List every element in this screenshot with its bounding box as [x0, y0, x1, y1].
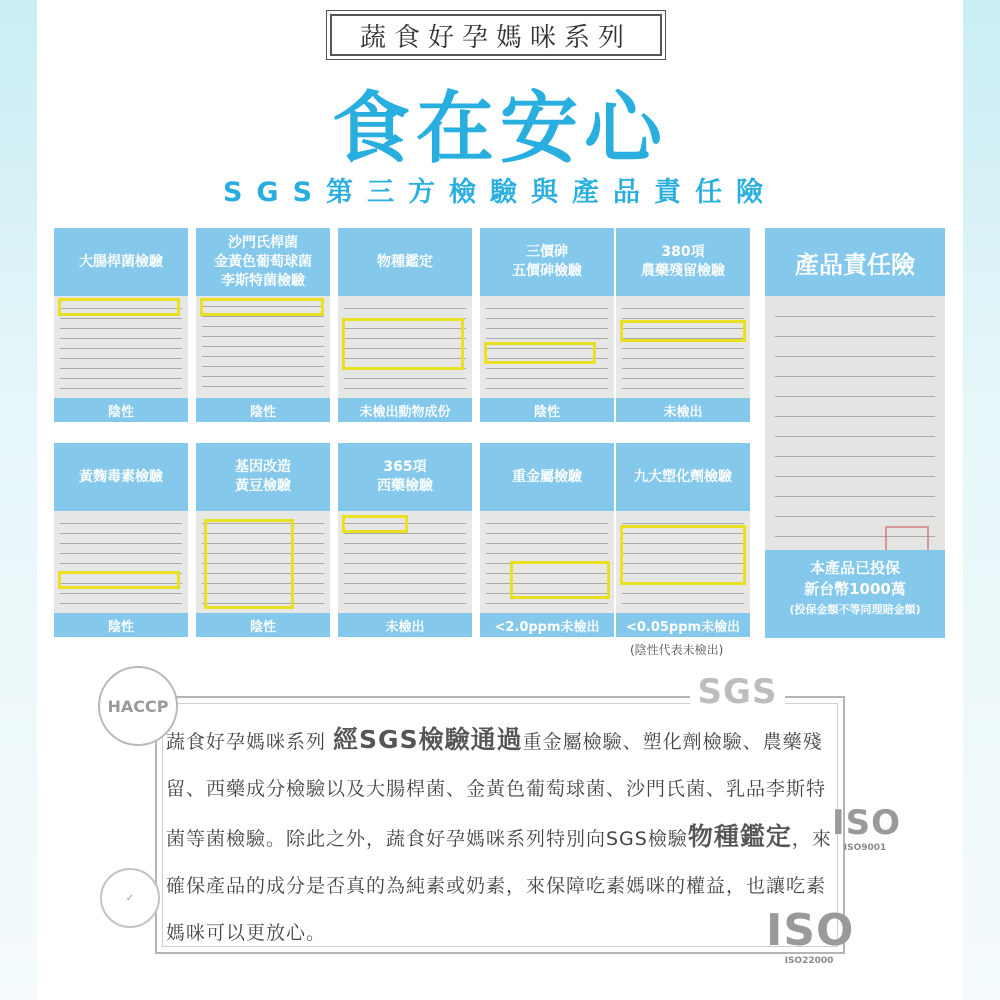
- report-image: [480, 511, 614, 615]
- iso9001-code: ISO9001: [843, 843, 887, 853]
- card-result: 陰性: [54, 613, 188, 637]
- report-image: [616, 296, 750, 400]
- desc-part-2: 重金屬檢驗、塑化劑檢驗、農藥殘留、西藥成分檢驗以及大腸桿菌、金黃色葡萄球菌、沙門氏菌、乳品李斯特菌等菌檢驗。除此之外，蔬食好孕媽咪系列特別向SGS檢驗: [166, 731, 827, 850]
- card-title: 黃麴毒素檢驗: [54, 443, 188, 511]
- card-result: <2.0ppm未檢出: [480, 613, 614, 637]
- report-image: [616, 511, 750, 615]
- insurance-line3: (投保金額不等同理賠金額): [789, 603, 921, 616]
- report-image: [196, 511, 330, 615]
- card-title: 大腸桿菌檢驗: [54, 228, 188, 296]
- card-title: 沙門氏桿菌 金黃色葡萄球菌 李斯特菌檢驗: [196, 228, 330, 296]
- card-result: 未檢出: [616, 398, 750, 422]
- test-card: [480, 443, 614, 637]
- test-card: [616, 443, 750, 637]
- description-text: [166, 716, 836, 957]
- card-result: 陰性: [196, 398, 330, 422]
- test-card: [196, 228, 330, 422]
- desc-emphasis-1: 經SGS檢驗通過: [333, 725, 523, 754]
- test-card: [54, 228, 188, 422]
- card-title: 九大塑化劑檢驗: [616, 443, 750, 511]
- insurance-notice: [765, 550, 945, 638]
- card-result: <0.05ppm未檢出: [616, 613, 750, 637]
- report-image: [338, 511, 472, 615]
- safety-seal-icon: ✓: [100, 868, 160, 928]
- card-result: 陰性: [196, 613, 330, 637]
- card-title: 物種鑑定: [338, 228, 472, 296]
- test-card: [338, 443, 472, 637]
- iso22000-badge: [766, 905, 855, 966]
- series-label: 蔬食好孕媽咪系列: [330, 14, 662, 56]
- test-card: [616, 228, 750, 422]
- result-note: (陰性代表未檢出): [630, 643, 724, 657]
- card-result: 未檢出動物成份: [338, 398, 472, 422]
- insurance-line1: 本產品已投保: [809, 559, 900, 577]
- card-title: 365項 西藥檢驗: [338, 443, 472, 511]
- desc-part-3: ，來確保產品的成分是否真的為純素或奶素，來保障吃素媽咪的權益，也讓吃素媽咪可以更放心。: [166, 828, 832, 944]
- haccp-label: HACCP: [107, 696, 169, 716]
- test-card: [54, 443, 188, 637]
- insurance-line2: 新台幣1000萬: [804, 580, 906, 598]
- iso9001-label: ISO: [832, 803, 902, 843]
- iso22000-code: ISO22000: [784, 956, 834, 966]
- iso9001-badge: [832, 803, 902, 853]
- insurance-document-image: [765, 296, 945, 582]
- report-image: [54, 511, 188, 615]
- report-image: [338, 296, 472, 400]
- test-card: [196, 443, 330, 637]
- insurance-title: 產品責任險: [765, 228, 945, 296]
- desc-part-1: 蔬食好孕媽咪系列: [166, 731, 334, 753]
- haccp-badge: [98, 666, 178, 746]
- test-card: [480, 228, 614, 422]
- card-title: 重金屬檢驗: [480, 443, 614, 511]
- card-result: 未檢出: [338, 613, 472, 637]
- card-result: 陰性: [54, 398, 188, 422]
- hero-title: 食在安心: [331, 84, 668, 174]
- report-image: [480, 296, 614, 400]
- card-title: 380項 農藥殘留檢驗: [616, 228, 750, 296]
- report-image: [196, 296, 330, 400]
- sgs-logo: SGS: [690, 670, 785, 714]
- iso22000-label: ISO: [766, 905, 855, 956]
- subtitle: SGS第三方檢驗與產品責任險: [222, 177, 778, 208]
- card-title: 基因改造 黃豆檢驗: [196, 443, 330, 511]
- desc-emphasis-2: 物種鑑定: [687, 822, 792, 851]
- test-card: [338, 228, 472, 422]
- report-image: [54, 296, 188, 400]
- card-title: 三價砷 五價砷檢驗: [480, 228, 614, 296]
- card-result: 陰性: [480, 398, 614, 422]
